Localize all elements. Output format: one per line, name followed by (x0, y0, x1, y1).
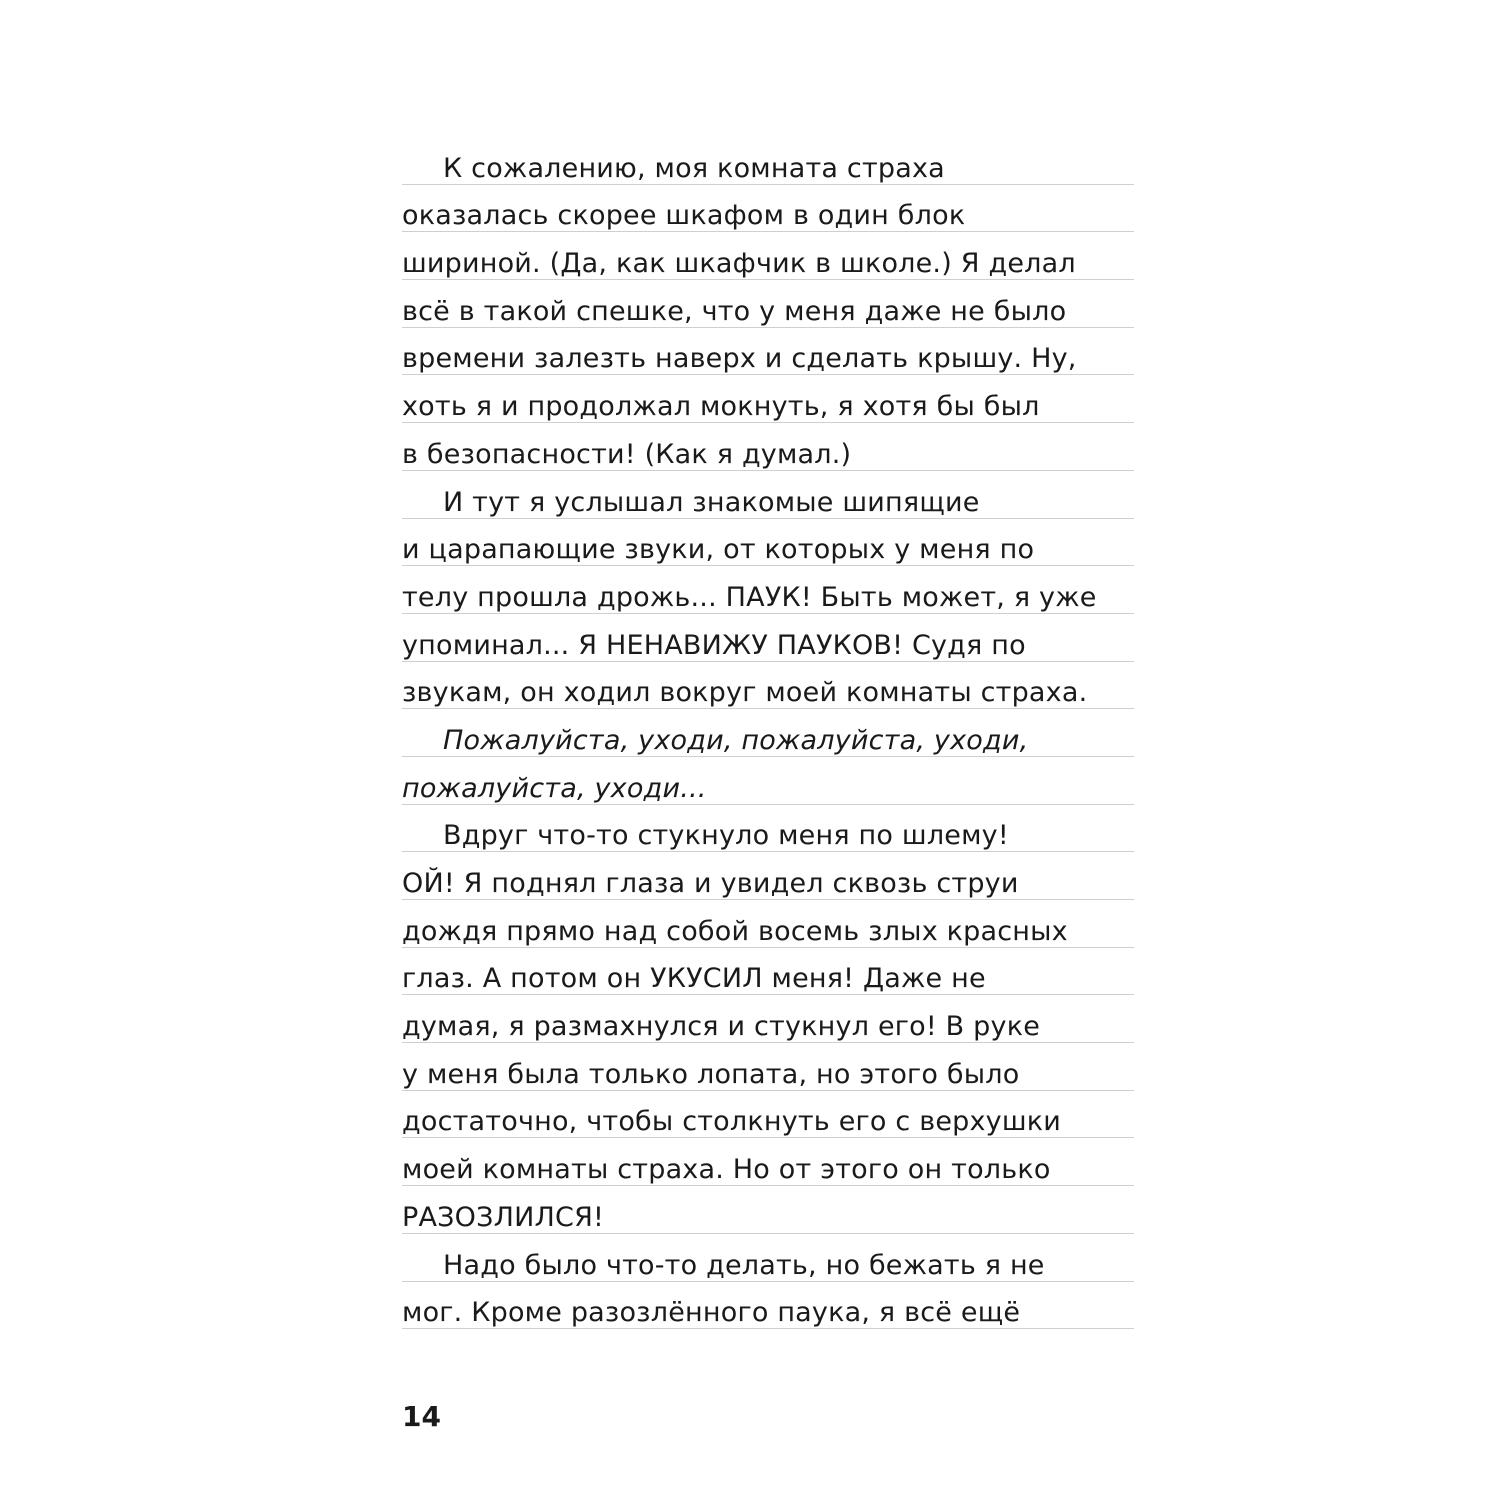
text-line (402, 375, 1134, 423)
text-line-content: времени залезть наверх и сделать крышу. Ну, (402, 343, 1077, 375)
text-line (402, 280, 1134, 328)
text-line (402, 423, 1134, 471)
text-line-content: и царапающие звуки, от которых у меня по (402, 534, 1035, 566)
text-line (402, 852, 1134, 900)
text-line (402, 232, 1134, 280)
text-line (402, 1138, 1134, 1186)
text-line-content: звукам, он ходил вокруг моей комнаты страха. (402, 677, 1088, 709)
text-line-content: всё в такой спешке, что у меня даже не было (402, 295, 1067, 327)
body-text (402, 137, 1134, 1329)
text-line (402, 566, 1134, 614)
text-line (402, 471, 1134, 519)
text-line-content: Вдруг что-то стукнуло меня по шлему! (443, 820, 1009, 852)
text-line (402, 328, 1134, 376)
text-line (402, 662, 1134, 710)
text-line (402, 1186, 1134, 1234)
page-number: 14 (402, 1400, 441, 1433)
text-line (402, 709, 1134, 757)
text-line-content: пожалуйста, уходи... (402, 772, 707, 804)
text-line-content: телу прошла дрожь... ПАУК! Быть может, я уже (402, 581, 1097, 613)
text-line-content: глаз. А потом он УКУСИЛ меня! Даже не (402, 963, 986, 995)
text-line-content: К сожалению, моя комната страха (443, 152, 945, 184)
text-line-content: Пожалуйста, уходи, пожалуйста, уходи, (443, 724, 1029, 756)
text-line-content: Надо было что-то делать, но бежать я не (443, 1249, 1045, 1281)
text-line-content: хоть я и продолжал мокнуть, я хотя бы был (402, 391, 1040, 423)
text-line (402, 1043, 1134, 1091)
text-line-content: шириной. (Да, как шкафчик в школе.) Я делал (402, 248, 1076, 280)
text-line (402, 948, 1134, 996)
text-line-content: достаточно, чтобы столкнуть его с верхушки (402, 1106, 1062, 1138)
text-line (402, 805, 1134, 853)
text-line-content: ОЙ! Я поднял глаза и увидел сквозь струи (402, 868, 1019, 899)
text-line-content: упоминал... Я НЕНАВИЖУ ПАУКОВ! Судя по (402, 629, 1026, 661)
text-line (402, 519, 1134, 567)
text-line-content: оказалась скорее шкафом в один блок (402, 200, 966, 232)
text-line-content: моей комнаты страха. Но от этого он только (402, 1154, 1051, 1186)
text-line (402, 1282, 1134, 1330)
text-line (402, 900, 1134, 948)
text-line-content: в безопасности! (Как я думал.) (402, 438, 852, 470)
text-line (402, 137, 1134, 185)
text-line (402, 1234, 1134, 1282)
text-line-content: дождя прямо над собой восемь злых красных (402, 915, 1068, 947)
text-line (402, 614, 1134, 662)
text-line-content: думая, я размахнулся и стукнул его! В руке (402, 1011, 1041, 1043)
text-line (402, 185, 1134, 233)
text-line-content: у меня была только лопата, но этого было (402, 1058, 1020, 1090)
text-line-content: РАЗОЗЛИЛСЯ! (402, 1201, 605, 1233)
text-line (402, 1091, 1134, 1139)
text-line-content: мог. Кроме разозлённого паука, я всё ещё (402, 1297, 1021, 1329)
text-line (402, 995, 1134, 1043)
text-line (402, 757, 1134, 805)
text-line-content: И тут я услышал знакомые шипящие (443, 486, 980, 518)
